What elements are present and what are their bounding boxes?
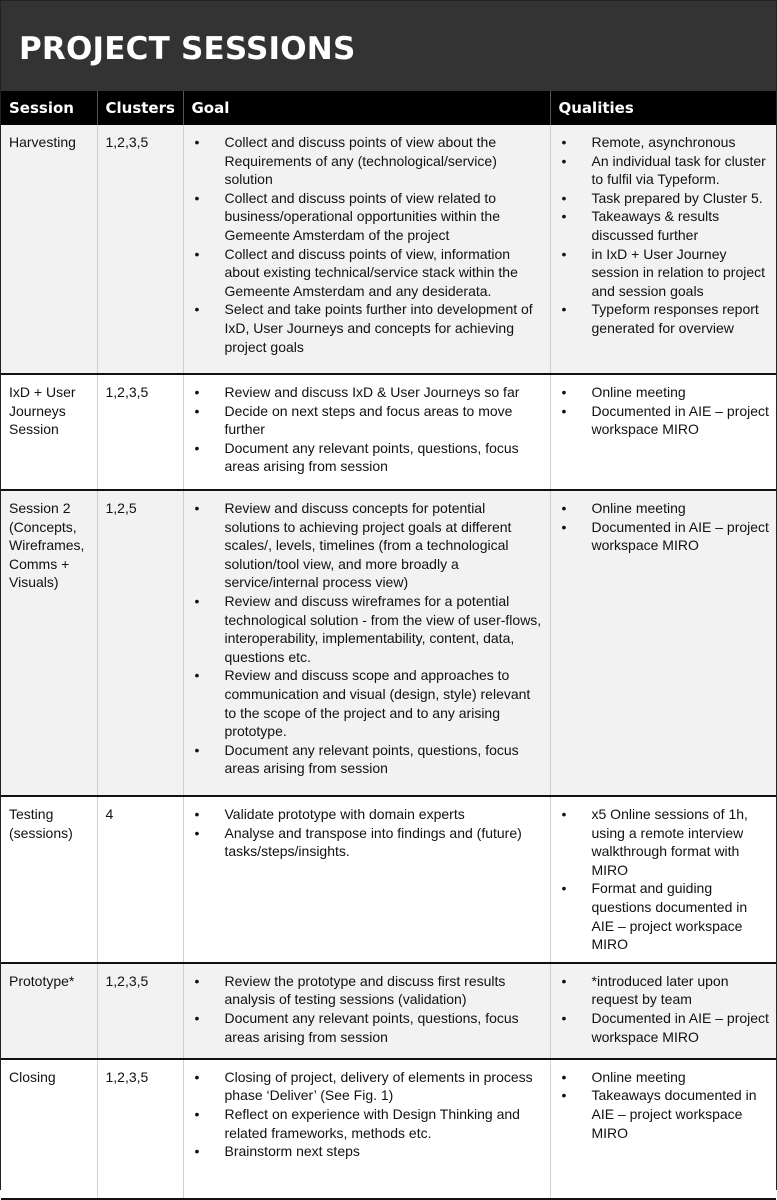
- list-item: [192, 439, 544, 476]
- bullet-icon: •: [194, 806, 200, 822]
- bullet-icon: •: [561, 208, 567, 225]
- bullet-icon: •: [194, 245, 200, 262]
- cell-goal: [183, 1059, 550, 1199]
- bullet-icon: •: [194, 667, 200, 684]
- table-row: [1, 125, 776, 374]
- cell-qualities-list: [559, 805, 773, 954]
- list-item-text: x5 Online sessions of 1h, using a remote interview walkthrough format with MIRO: [591, 806, 748, 878]
- cell-qualities: [550, 963, 776, 1059]
- header-session: Session: [1, 91, 97, 125]
- bullet-icon: •: [561, 500, 567, 516]
- bullet-icon: •: [194, 592, 200, 609]
- bullet-icon: •: [194, 500, 200, 516]
- list-item-text: Review the prototype and discuss first results analysis of testing sessions (validation): [224, 972, 506, 1008]
- cell-qualities: [550, 1059, 776, 1199]
- page-title: PROJECT SESSIONS: [19, 31, 356, 67]
- list-item-text: Takeaways & results discussed further: [591, 208, 720, 243]
- list-item-text: Task prepared by Cluster 5.: [591, 189, 763, 206]
- list-item: [192, 972, 544, 1009]
- list-item: [192, 805, 544, 824]
- list-item: [559, 189, 773, 208]
- bullet-icon: •: [194, 741, 200, 758]
- list-item: [559, 879, 773, 953]
- cell-clusters: 1,2,5: [97, 490, 183, 796]
- bullet-icon: •: [194, 402, 200, 419]
- bullet-icon: •: [561, 384, 567, 400]
- bullet-icon: •: [194, 134, 200, 150]
- cell-goal: [183, 490, 550, 796]
- list-item: [192, 189, 544, 245]
- list-item: [559, 383, 773, 402]
- header-clusters: Clusters: [97, 91, 183, 125]
- list-item-text: Validate prototype with domain experts: [224, 806, 465, 822]
- list-item-text: Collect and discuss points of view related to business/operational opportunities within the Gemeente Amsterdam of the project: [224, 189, 501, 243]
- list-item: [192, 383, 544, 402]
- bullet-icon: •: [561, 189, 567, 206]
- cell-qualities-list: [559, 133, 773, 338]
- cell-goal-list: [192, 133, 544, 356]
- cell-session: Harvesting: [1, 125, 97, 374]
- bullet-icon: •: [194, 824, 200, 841]
- list-item-text: Remote, asynchronous: [591, 134, 736, 150]
- list-item-text: Online meeting: [591, 1068, 686, 1085]
- title-bar: [1, 1, 776, 91]
- cell-goal-list: [192, 1068, 544, 1161]
- list-item: [559, 402, 773, 439]
- list-item: [559, 1068, 773, 1087]
- bullet-icon: •: [194, 439, 200, 456]
- list-item-text: Decide on next steps and focus areas to move further: [224, 402, 513, 438]
- list-item-text: Collect and discuss points of view about the Requirements of any (technological/service) solution: [224, 134, 497, 188]
- list-item-text: in IxD + User Journey session in relation to project and session goals: [591, 245, 766, 299]
- bullet-icon: •: [561, 1009, 567, 1026]
- cell-clusters: 1,2,3,5: [97, 374, 183, 490]
- list-item-text: Brainstorm next steps: [224, 1143, 360, 1160]
- list-item: [192, 741, 544, 778]
- list-item-text: *introduced later upon request by team: [591, 972, 729, 1008]
- list-item-text: Format and guiding questions documented in AIE – project workspace MIRO: [591, 880, 748, 953]
- list-item-text: Analyse and transpose into findings and (future) tasks/steps/insights.: [224, 824, 522, 860]
- cell-qualities: [550, 490, 776, 796]
- list-item: [559, 152, 773, 189]
- cell-qualities-list: [559, 1068, 773, 1142]
- list-item-text: An individual task for cluster to fulfil via Typeform.: [591, 152, 766, 188]
- table-row: [1, 490, 776, 796]
- bullet-icon: •: [194, 1143, 200, 1160]
- bullet-icon: •: [194, 1068, 200, 1085]
- cell-qualities: [550, 125, 776, 374]
- cell-clusters: 1,2,3,5: [97, 1059, 183, 1199]
- cell-session: Closing: [1, 1059, 97, 1199]
- table-row: [1, 796, 776, 963]
- cell-session: IxD + User Journeys Session: [1, 374, 97, 490]
- bullet-icon: •: [194, 301, 200, 318]
- list-item-text: Document any relevant points, questions, focus areas arising from session: [224, 439, 519, 475]
- bullet-icon: •: [561, 245, 567, 262]
- list-item: [192, 245, 544, 301]
- list-item: [192, 1142, 544, 1161]
- list-item: [559, 300, 773, 337]
- list-item: [192, 1105, 544, 1142]
- list-item-text: Document any relevant points, questions, focus areas arising from session: [224, 741, 519, 777]
- cell-clusters: 1,2,3,5: [97, 963, 183, 1059]
- cell-session: Testing (sessions): [1, 796, 97, 963]
- table-header-row: [1, 91, 776, 125]
- list-item-text: Documented in AIE – project workspace MIRO: [591, 518, 769, 554]
- list-item-text: Reflect on experience with Design Thinking and related frameworks, methods etc.: [224, 1105, 520, 1141]
- cell-goal: [183, 796, 550, 963]
- bullet-icon: •: [561, 880, 567, 897]
- list-item: [559, 133, 773, 152]
- list-item: [192, 300, 544, 356]
- list-item-text: Review and discuss concepts for potential solutions to achieving project goals at different scales/, levels, timelines (from a technological solution/tool view, and more broadly a service/internal process view): [224, 500, 512, 591]
- list-item-text: Review and discuss IxD & User Journeys so far: [224, 384, 520, 400]
- cell-session: Session 2 (Concepts, Wireframes, Comms + Visuals): [1, 490, 97, 796]
- cell-qualities-list: [559, 383, 773, 439]
- bullet-icon: •: [194, 189, 200, 206]
- bullet-icon: •: [561, 1087, 567, 1104]
- cell-goal: [183, 374, 550, 490]
- list-item: [192, 824, 544, 861]
- list-item: [192, 1009, 544, 1046]
- list-item-text: Select and take points further into development of IxD, User Journeys and concepts for achieving project goals: [224, 301, 533, 355]
- list-item: [559, 1086, 773, 1142]
- list-item-text: Takeaways documented in AIE – project workspace MIRO: [591, 1087, 757, 1141]
- table-row: [1, 374, 776, 490]
- cell-qualities-list: [559, 972, 773, 1046]
- list-item-text: Review and discuss wireframes for a potential technological solution - from the view of user-flows, interoperability, implementability, content, data, questions etc.: [224, 592, 542, 665]
- cell-goal-list: [192, 383, 544, 476]
- cell-qualities-list: [559, 499, 773, 555]
- list-item: [192, 499, 544, 592]
- bullet-icon: •: [194, 1105, 200, 1122]
- header-qualities: Qualities: [550, 91, 776, 125]
- list-item: [559, 972, 773, 1009]
- list-item: [559, 518, 773, 555]
- list-item-text: Review and discuss scope and approaches to communication and visual (design, style) relevant to the scope of the project and to any arising prototype.: [224, 667, 531, 740]
- list-item-text: Typeform responses report generated for overview: [591, 301, 759, 336]
- table-row: [1, 963, 776, 1059]
- bullet-icon: •: [561, 972, 567, 989]
- cell-goal-list: [192, 805, 544, 861]
- list-item: [192, 1068, 544, 1105]
- sessions-table: [1, 91, 776, 1200]
- header-goal: Goal: [183, 91, 550, 125]
- list-item: [192, 133, 544, 189]
- bullet-icon: •: [561, 1068, 567, 1085]
- bullet-icon: •: [561, 134, 567, 150]
- list-item: [192, 666, 544, 740]
- cell-qualities: [550, 796, 776, 963]
- list-item: [192, 592, 544, 666]
- table-row: [1, 1059, 776, 1199]
- list-item-text: Documented in AIE – project workspace MIRO: [591, 402, 769, 438]
- bullet-icon: •: [561, 402, 567, 419]
- cell-clusters: 1,2,3,5: [97, 125, 183, 374]
- list-item-text: Collect and discuss points of view, information about existing technical/service stack within the Gemeente Amsterdam and any desiderata.: [224, 245, 518, 299]
- list-item-text: Online meeting: [591, 500, 686, 516]
- bullet-icon: •: [194, 384, 200, 400]
- list-item-text: Document any relevant points, questions, focus areas arising from session: [224, 1009, 519, 1045]
- bullet-icon: •: [194, 1009, 200, 1026]
- cell-session: Prototype*: [1, 963, 97, 1059]
- cell-goal: [183, 125, 550, 374]
- list-item-text: Online meeting: [591, 384, 686, 400]
- list-item: [559, 805, 773, 879]
- cell-goal-list: [192, 972, 544, 1046]
- table-body: [1, 125, 776, 1199]
- list-item: [559, 245, 773, 301]
- list-item: [559, 499, 773, 518]
- cell-goal: [183, 963, 550, 1059]
- bullet-icon: •: [194, 972, 200, 989]
- cell-qualities: [550, 374, 776, 490]
- bullet-icon: •: [561, 301, 567, 318]
- list-item-text: Documented in AIE – project workspace MIRO: [591, 1009, 769, 1045]
- list-item-text: Closing of project, delivery of elements in process phase ‘Deliver’ (See Fig. 1): [224, 1068, 533, 1104]
- cell-clusters: 4: [97, 796, 183, 963]
- list-item: [192, 402, 544, 439]
- list-item: [559, 1009, 773, 1046]
- bullet-icon: •: [561, 152, 567, 169]
- bullet-icon: •: [561, 806, 567, 822]
- bullet-icon: •: [561, 518, 567, 535]
- cell-goal-list: [192, 499, 544, 778]
- list-item: [559, 207, 773, 244]
